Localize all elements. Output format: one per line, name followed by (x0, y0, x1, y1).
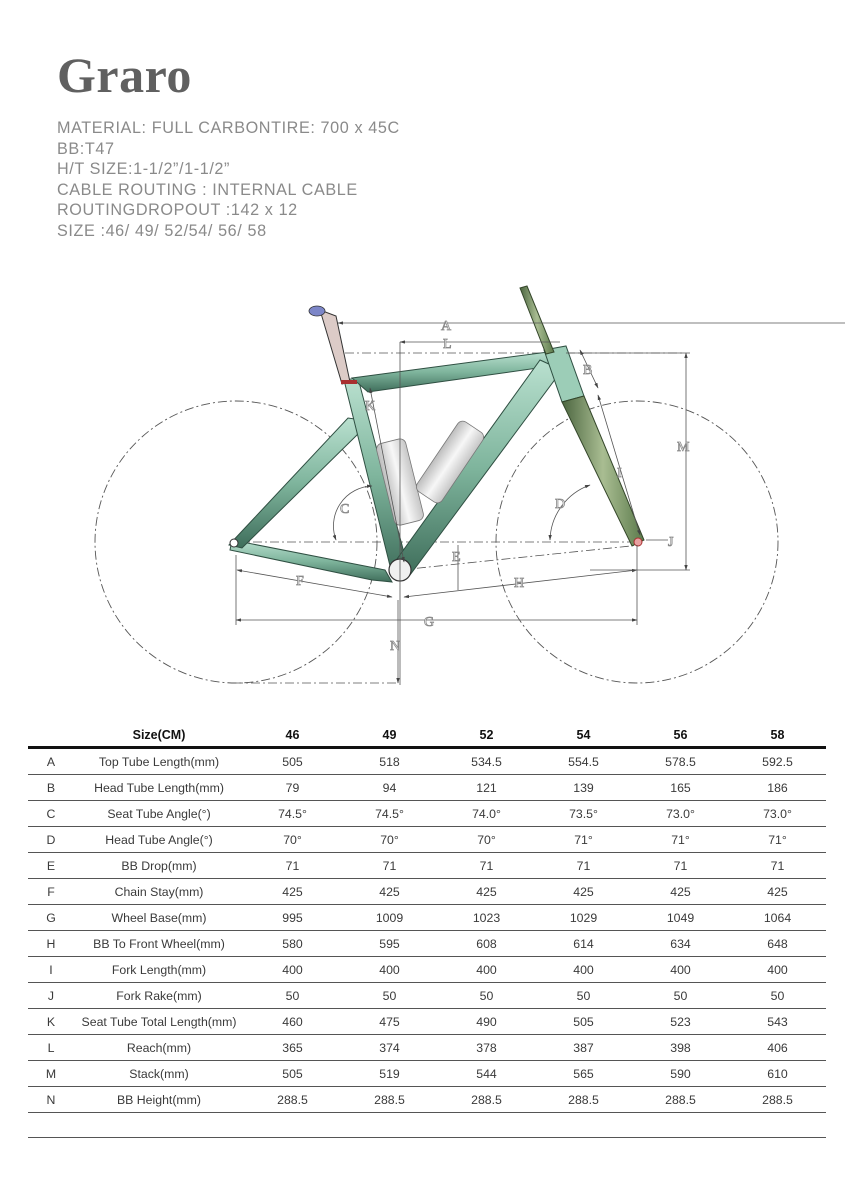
cell: 400 (244, 957, 341, 983)
row-name: Top Tube Length(mm) (74, 748, 244, 775)
cell: 608 (438, 931, 535, 957)
cell: 71° (729, 827, 826, 853)
dim-label-d: D (555, 497, 566, 512)
table-row (28, 931, 826, 957)
cell: 374 (341, 1035, 438, 1061)
cell: 288.5 (244, 1087, 341, 1113)
dim-label-j: J (668, 535, 674, 550)
cell: 490 (438, 1009, 535, 1035)
cell: 186 (729, 775, 826, 801)
cell: 73.5° (535, 801, 632, 827)
cell: 50 (632, 983, 729, 1009)
table-blank-row (28, 1113, 826, 1138)
table-row (28, 983, 826, 1009)
cell: 50 (438, 983, 535, 1009)
cell: 400 (341, 957, 438, 983)
cell: 505 (244, 748, 341, 775)
cell: 425 (632, 879, 729, 905)
cell: 1009 (341, 905, 438, 931)
dim-label-k: K (365, 399, 376, 414)
dim-label-g: G (424, 615, 435, 630)
cell: 71 (729, 853, 826, 879)
table-row (28, 775, 826, 801)
row-letter: K (28, 1009, 74, 1035)
dim-label-i: I (617, 466, 622, 481)
cell: 400 (632, 957, 729, 983)
cell: 71 (341, 853, 438, 879)
row-letter: J (28, 983, 74, 1009)
table-row (28, 1035, 826, 1061)
dim-label-f: F (296, 574, 304, 589)
header-size-label: Size(CM) (74, 724, 244, 748)
row-name: Seat Tube Angle(°) (74, 801, 244, 827)
dim-label-b: B (583, 363, 593, 378)
cell: 387 (535, 1035, 632, 1061)
cell: 425 (535, 879, 632, 905)
table-row (28, 1087, 826, 1113)
cell: 634 (632, 931, 729, 957)
row-name: BB Drop(mm) (74, 853, 244, 879)
table-header-row (28, 724, 826, 748)
cell: 94 (341, 775, 438, 801)
cell: 50 (729, 983, 826, 1009)
dim-label-e: E (452, 550, 461, 565)
table-row (28, 748, 826, 775)
cell: 71 (632, 853, 729, 879)
table-row (28, 1061, 826, 1087)
cell: 425 (244, 879, 341, 905)
cell: 523 (632, 1009, 729, 1035)
spec-headtube: H/T SIZE:1-1/2”/1-1/2” (57, 160, 231, 178)
table-row (28, 957, 826, 983)
row-name: Wheel Base(mm) (74, 905, 244, 931)
row-letter: L (28, 1035, 74, 1061)
spec-bb: BB:T47 (57, 139, 115, 158)
table-row (28, 879, 826, 905)
cell: 165 (632, 775, 729, 801)
cell: 1049 (632, 905, 729, 931)
row-letter: A (28, 748, 74, 775)
row-name: Head Tube Length(mm) (74, 775, 244, 801)
dim-label-m: M (677, 440, 690, 455)
cell: 543 (729, 1009, 826, 1035)
row-letter: B (28, 775, 74, 801)
spec-dropout: ROUTINGDROPOUT :142 x 12 (57, 201, 298, 219)
header-size-46: 46 (244, 724, 341, 748)
geometry-diagram (0, 270, 845, 700)
cell: 400 (729, 957, 826, 983)
cell: 70° (341, 827, 438, 853)
cell: 70° (438, 827, 535, 853)
cell: 288.5 (632, 1087, 729, 1113)
cell: 554.5 (535, 748, 632, 775)
cell: 400 (438, 957, 535, 983)
cell: 74.5° (244, 801, 341, 827)
row-letter: I (28, 957, 74, 983)
header-size-52: 52 (438, 724, 535, 748)
product-title: Graro (57, 47, 192, 103)
cell: 398 (632, 1035, 729, 1061)
table-row (28, 905, 826, 931)
dim-label-n: N (390, 639, 401, 654)
cell: 73.0° (729, 801, 826, 827)
cell: 995 (244, 905, 341, 931)
geometry-table (28, 724, 826, 1138)
row-letter: F (28, 879, 74, 905)
cell: 74.5° (341, 801, 438, 827)
cell: 518 (341, 748, 438, 775)
cell: 460 (244, 1009, 341, 1035)
row-letter: C (28, 801, 74, 827)
cell: 505 (244, 1061, 341, 1087)
row-letter: H (28, 931, 74, 957)
row-name: Chain Stay(mm) (74, 879, 244, 905)
dim-label-l: L (443, 337, 452, 352)
row-letter: N (28, 1087, 74, 1113)
cell: 71° (632, 827, 729, 853)
cell: 595 (341, 931, 438, 957)
cell: 378 (438, 1035, 535, 1061)
cell: 73.0° (632, 801, 729, 827)
cell: 50 (244, 983, 341, 1009)
cell: 406 (729, 1035, 826, 1061)
header-size-58: 58 (729, 724, 826, 748)
row-letter: M (28, 1061, 74, 1087)
cell: 50 (341, 983, 438, 1009)
cell: 505 (535, 1009, 632, 1035)
cell: 475 (341, 1009, 438, 1035)
cell: 519 (341, 1061, 438, 1087)
row-letter: D (28, 827, 74, 853)
dim-label-a: A (441, 319, 452, 334)
header-size-49: 49 (341, 724, 438, 748)
cell: 1029 (535, 905, 632, 931)
cell: 400 (535, 957, 632, 983)
cell: 592.5 (729, 748, 826, 775)
cell: 79 (244, 775, 341, 801)
row-name: Seat Tube Total Length(mm) (74, 1009, 244, 1035)
cell: 425 (729, 879, 826, 905)
cell: 288.5 (729, 1087, 826, 1113)
cell: 1064 (729, 905, 826, 931)
cell: 71 (535, 853, 632, 879)
header-letter (28, 724, 74, 748)
cell: 50 (535, 983, 632, 1009)
row-name: Fork Rake(mm) (74, 983, 244, 1009)
cell: 365 (244, 1035, 341, 1061)
dim-label-c: C (340, 502, 350, 517)
row-letter: G (28, 905, 74, 931)
spec-cable-routing: CABLE ROUTING : INTERNAL CABLE (57, 180, 358, 199)
row-name: BB Height(mm) (74, 1087, 244, 1113)
row-name: Reach(mm) (74, 1035, 244, 1061)
row-name: Stack(mm) (74, 1061, 244, 1087)
table-row (28, 1009, 826, 1035)
row-name: BB To Front Wheel(mm) (74, 931, 244, 957)
cell: 610 (729, 1061, 826, 1087)
header-size-56: 56 (632, 724, 729, 748)
cell: 425 (341, 879, 438, 905)
header-size-54: 54 (535, 724, 632, 748)
row-name: Head Tube Angle(°) (74, 827, 244, 853)
cell: 614 (535, 931, 632, 957)
cell: 288.5 (341, 1087, 438, 1113)
cell: 565 (535, 1061, 632, 1087)
cell: 139 (535, 775, 632, 801)
table-row (28, 801, 826, 827)
cell: 71 (438, 853, 535, 879)
cell: 288.5 (438, 1087, 535, 1113)
cell: 74.0° (438, 801, 535, 827)
cell: 1023 (438, 905, 535, 931)
row-name: Fork Length(mm) (74, 957, 244, 983)
table-row (28, 853, 826, 879)
spec-material: MATERIAL: FULL CARBONTIRE: 700 x 45C (57, 119, 400, 137)
row-letter: E (28, 853, 74, 879)
cell: 648 (729, 931, 826, 957)
cell: 425 (438, 879, 535, 905)
cell: 288.5 (535, 1087, 632, 1113)
spec-list (57, 118, 400, 241)
cell: 590 (632, 1061, 729, 1087)
cell: 534.5 (438, 748, 535, 775)
dim-label-h: H (514, 576, 525, 591)
cell: 121 (438, 775, 535, 801)
table-row (28, 827, 826, 853)
cell: 580 (244, 931, 341, 957)
cell: 544 (438, 1061, 535, 1087)
cell: 70° (244, 827, 341, 853)
spec-sizes: SIZE :46/ 49/ 52/54/ 56/ 58 (57, 221, 267, 240)
cell: 71° (535, 827, 632, 853)
cell: 71 (244, 853, 341, 879)
cell: 578.5 (632, 748, 729, 775)
